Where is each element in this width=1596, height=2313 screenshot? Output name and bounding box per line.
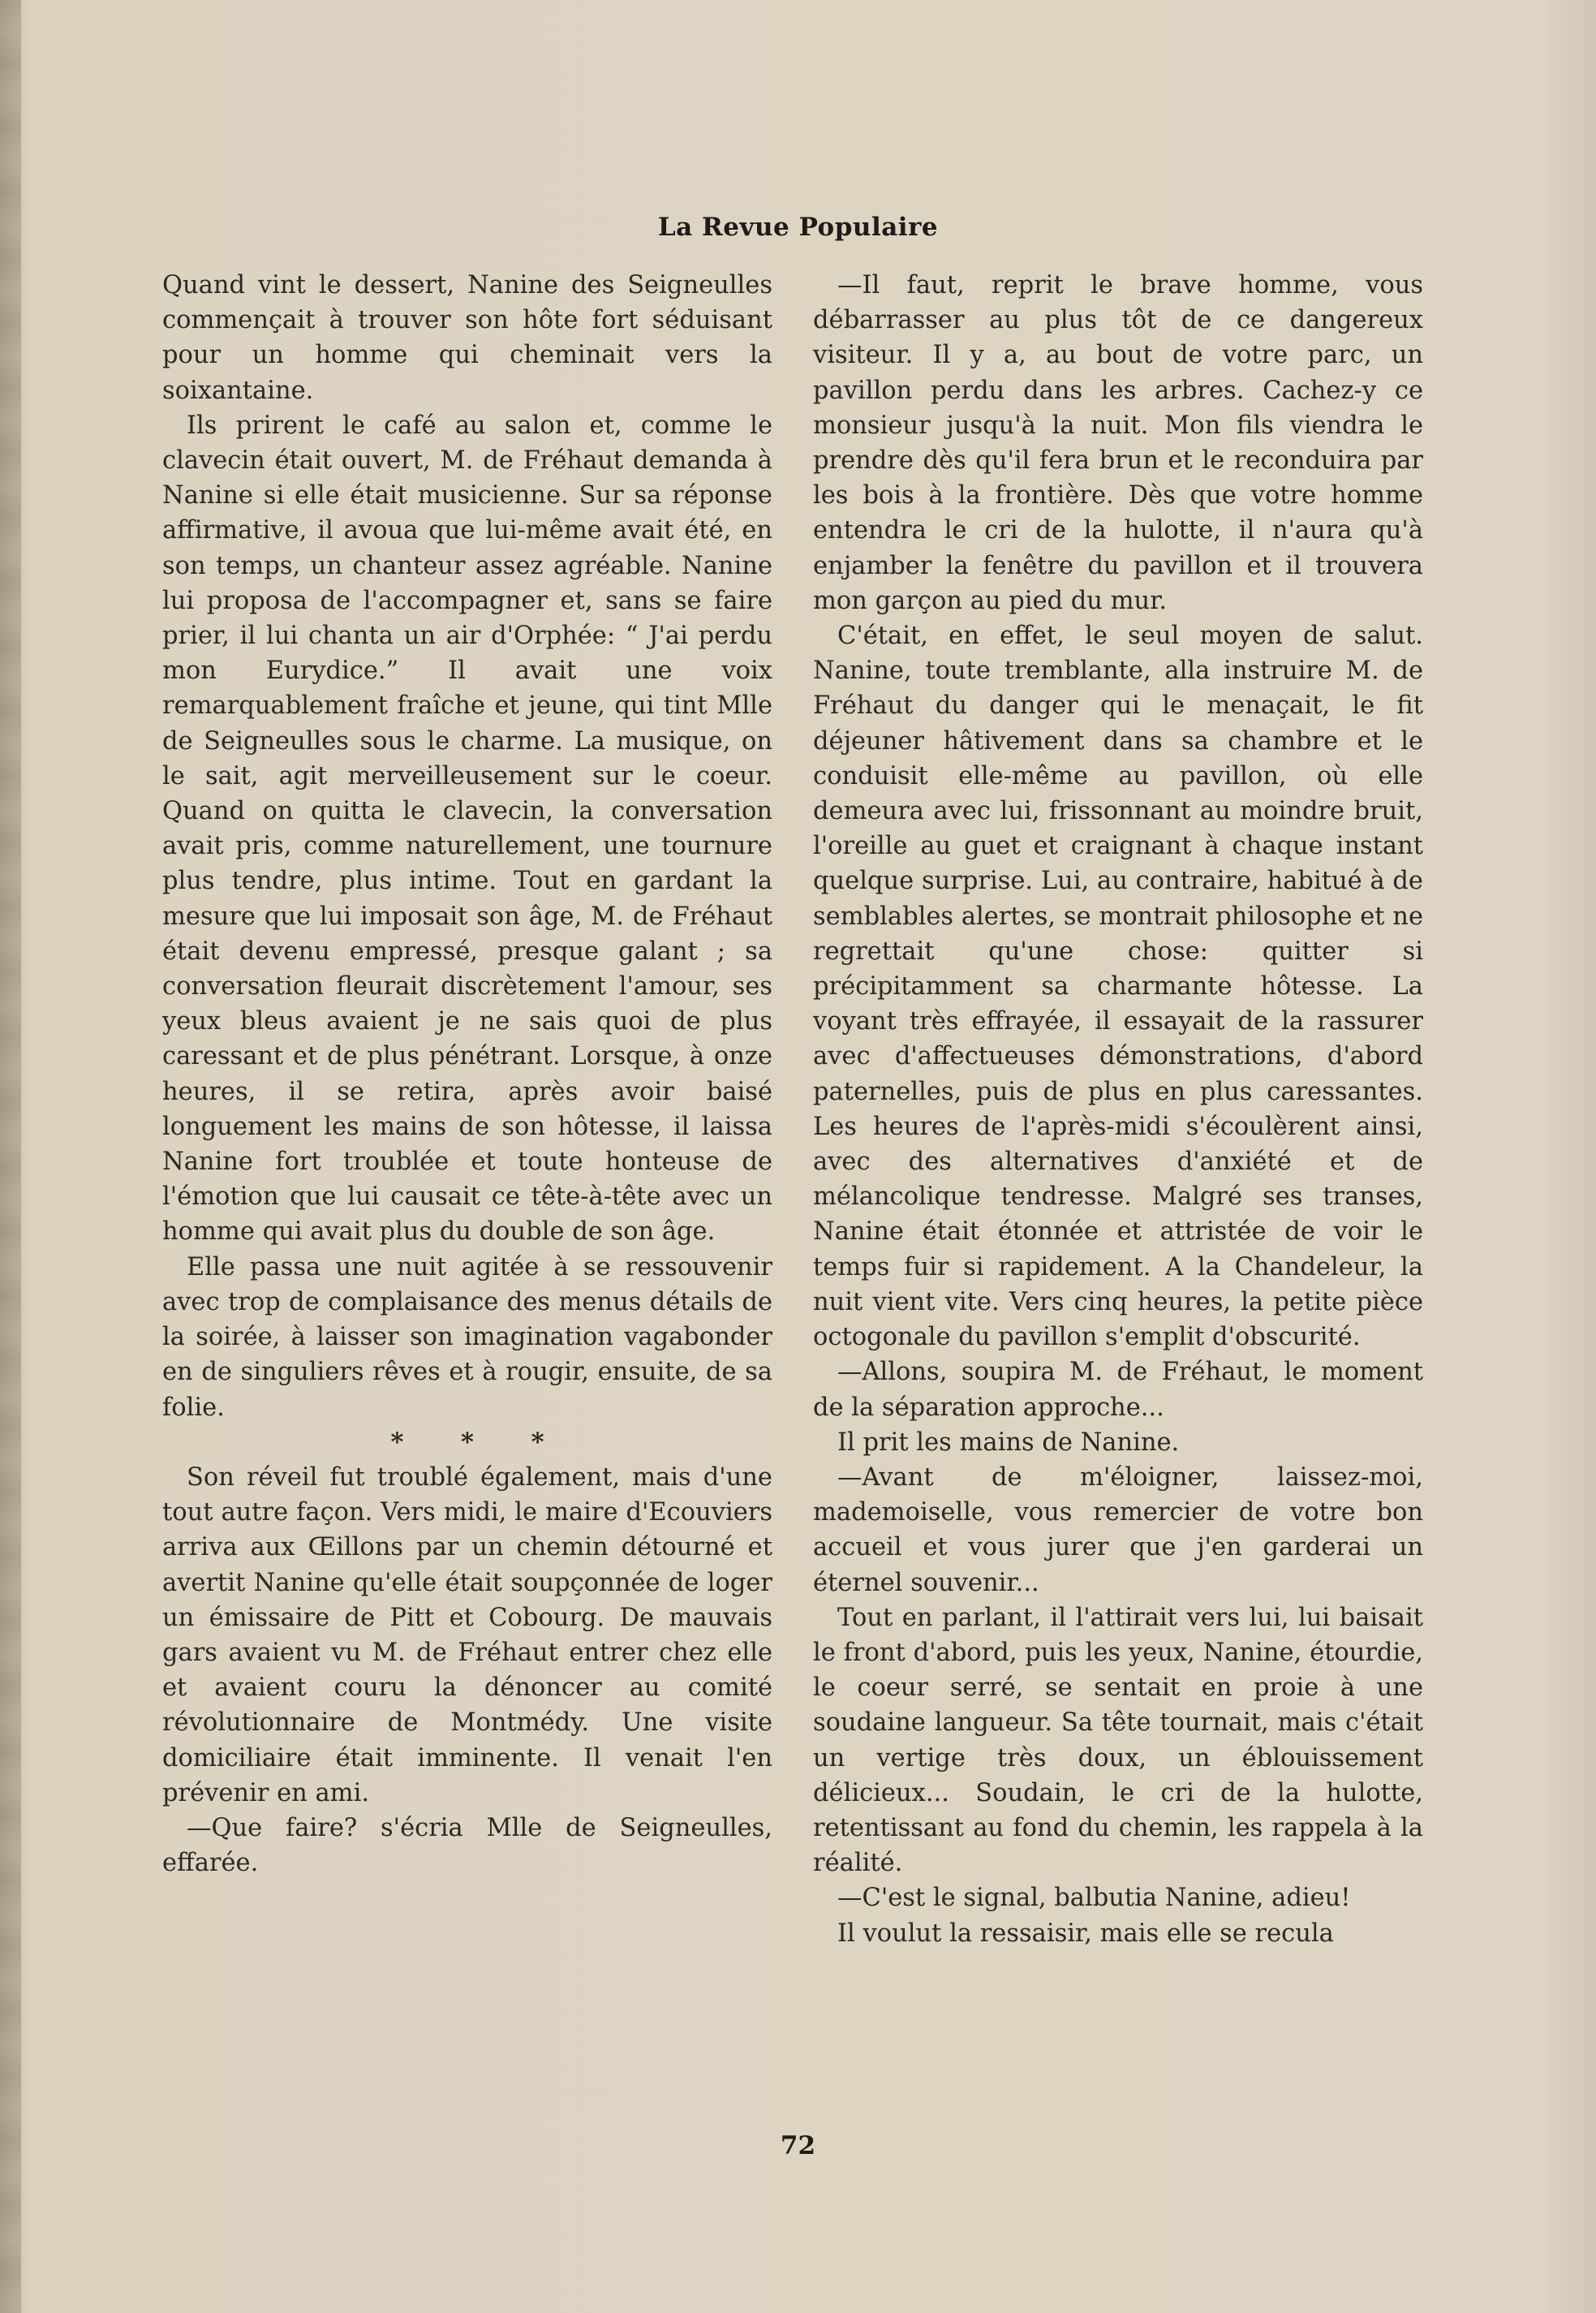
paragraph: C'était, en effet, le seul moyen de salut. Nanine, toute tremblante, alla instruire M. de Fréhaut du danger qui le menaçait, le fit déjeuner hâtivement dans sa chambre et le conduisit elle-même au pavillon, où elle demeura avec lui, frissonnant au moindre bruit, l'oreille au guet et craignant à chaque instant quelque surprise. Lui, au contraire, habitué à de semblables alertes, se montrait philosophe et ne regrettait qu'une chose: quitter si précipitamment sa charmante hôtesse. La voyant très effrayée, il essayait de la rassurer avec d'affectueuses démonstrations, d'abord paternelles, puis de plus en plus caressantes. Les heures de l'après-midi s'écoulèrent ainsi, avec des alternatives d'anxiété et de mélancolique tendresse. Malgré ses transes, Nanine était étonnée et attristée de voir le temps fuir si rapidement. A la Chandeleur, la nuit vient vite. Vers cinq heures, la petite pièce octogonale du pavillon s'emplit d'obscurité. (813, 622, 1423, 1352)
right-column (813, 268, 1423, 1951)
paragraph: Tout en parlant, il l'attirait vers lui, lui baisait le front d'abord, puis les yeux, Nanine, étourdie, le coeur serré, se sentait en proie à une soudaine langueur. Sa tête tournait, mais c'était un vertige très doux, un éblouissement délicieux... Soudain, le cri de la hulotte, retentissant au fond du chemin, les rappela à la réalité. (813, 1603, 1423, 1878)
page-number: 72 (780, 2131, 816, 2160)
running-header: La Revue Populaire (657, 213, 939, 242)
paragraph: Elle passa une nuit agitée à se ressouvenir avec trop de complaisance des menus détails de la soirée, à laisser son imagination vagabonder en de singuliers rêves et à rougir, ensuite, de sa folie. (162, 1252, 772, 1422)
paragraph: Son réveil fut troublé également, mais d'une tout autre façon. Vers midi, le maire d'Ecouviers arriva aux Œillons par un chemin détourné et avertit Nanine qu'elle était soupçonnée de loger un émissaire de Pitt et Cobourg. De mauvais gars avaient vu M. de Fréhaut entrer chez elle et avaient couru la dénoncer au comité révolutionnaire de Montmédy. Une visite domiciliaire était imminente. Il venait l'en prévenir en ami. (162, 1462, 772, 1807)
paragraph: Il voulut la ressaisir, mais elle se recula (837, 1919, 1334, 1948)
paragraph: Il prit les mains de Nanine. (837, 1428, 1180, 1457)
paragraph: —Que faire? s'écria Mlle de Seigneulles, effarée. (162, 1813, 772, 1878)
paragraph: —Allons, soupira M. de Fréhaut, le moment de la séparation approche... (813, 1358, 1423, 1422)
left-column (162, 268, 772, 1880)
binding-edge (0, 0, 21, 2313)
paragraph: Ils prirent le café au salon et, comme le clavecin était ouvert, M. de Fréhaut demanda à Nanine si elle était musicienne. Sur sa réponse affirmative, il avoua que lui-même avait été, en son temps, un chanteur assez agréable. Nanine lui proposa de l'accompagner et, sans se faire prier, il lui chanta un air d'Orphée: “ J'ai perdu mon Eurydice.” Il avait une voix remarquablement fraîche et jeune, qui tint Mlle de Seigneulles sous le charme. La musique, on le sait, agit merveilleusement sur le coeur. Quand on quitta le clavecin, la conversation avait pris, comme naturellement, une tournure plus tendre, plus intime. Tout en gardant la mesure que lui imposait son âge, M. de Fréhaut était devenu empressé, presque galant ; sa conversation fleurait discrètement l'amour, ses yeux bleus avaient je ne sais quoi de plus caressant et de plus pénétrant. Lorsque, à onze heures, il se retira, après avoir baisé longuement les mains de son hôtesse, il laissa Nanine fort troublée et toute honteuse de l'émotion que lui causait ce tête-à-tête avec un homme qui avait plus du double de son âge. (162, 411, 772, 1247)
paragraph: —C'est le signal, balbutia Nanine, adieu! (837, 1884, 1351, 1913)
paragraph: —Il faut, reprit le brave homme, vous débarrasser au plus tôt de ce dangereux visiteur. Il y a, au bout de votre parc, un pavillon perdu dans les arbres. Cachez-y ce monsieur jusqu'à la nuit. Mon fils viendra le prendre dès qu'il fera brun et le reconduira par les bois à la frontière. Dès que votre homme entendra le cri de la hulotte, il n'aura qu'à enjamber la fenêtre du pavillon et il trouvera mon garçon au pied du mur. (813, 271, 1423, 615)
paragraph: Quand vint le dessert, Nanine des Seigneulles commençait à trouver son hôte fort séduisant pour un homme qui cheminait vers la soixantaine. (162, 271, 772, 405)
section-separator: * * * (390, 1427, 569, 1457)
paragraph: —Avant de m'éloigner, laissez-moi, mademoiselle, vous remercier de votre bon accueil et vous jurer que j'en garderai un éternel souvenir... (813, 1462, 1423, 1597)
